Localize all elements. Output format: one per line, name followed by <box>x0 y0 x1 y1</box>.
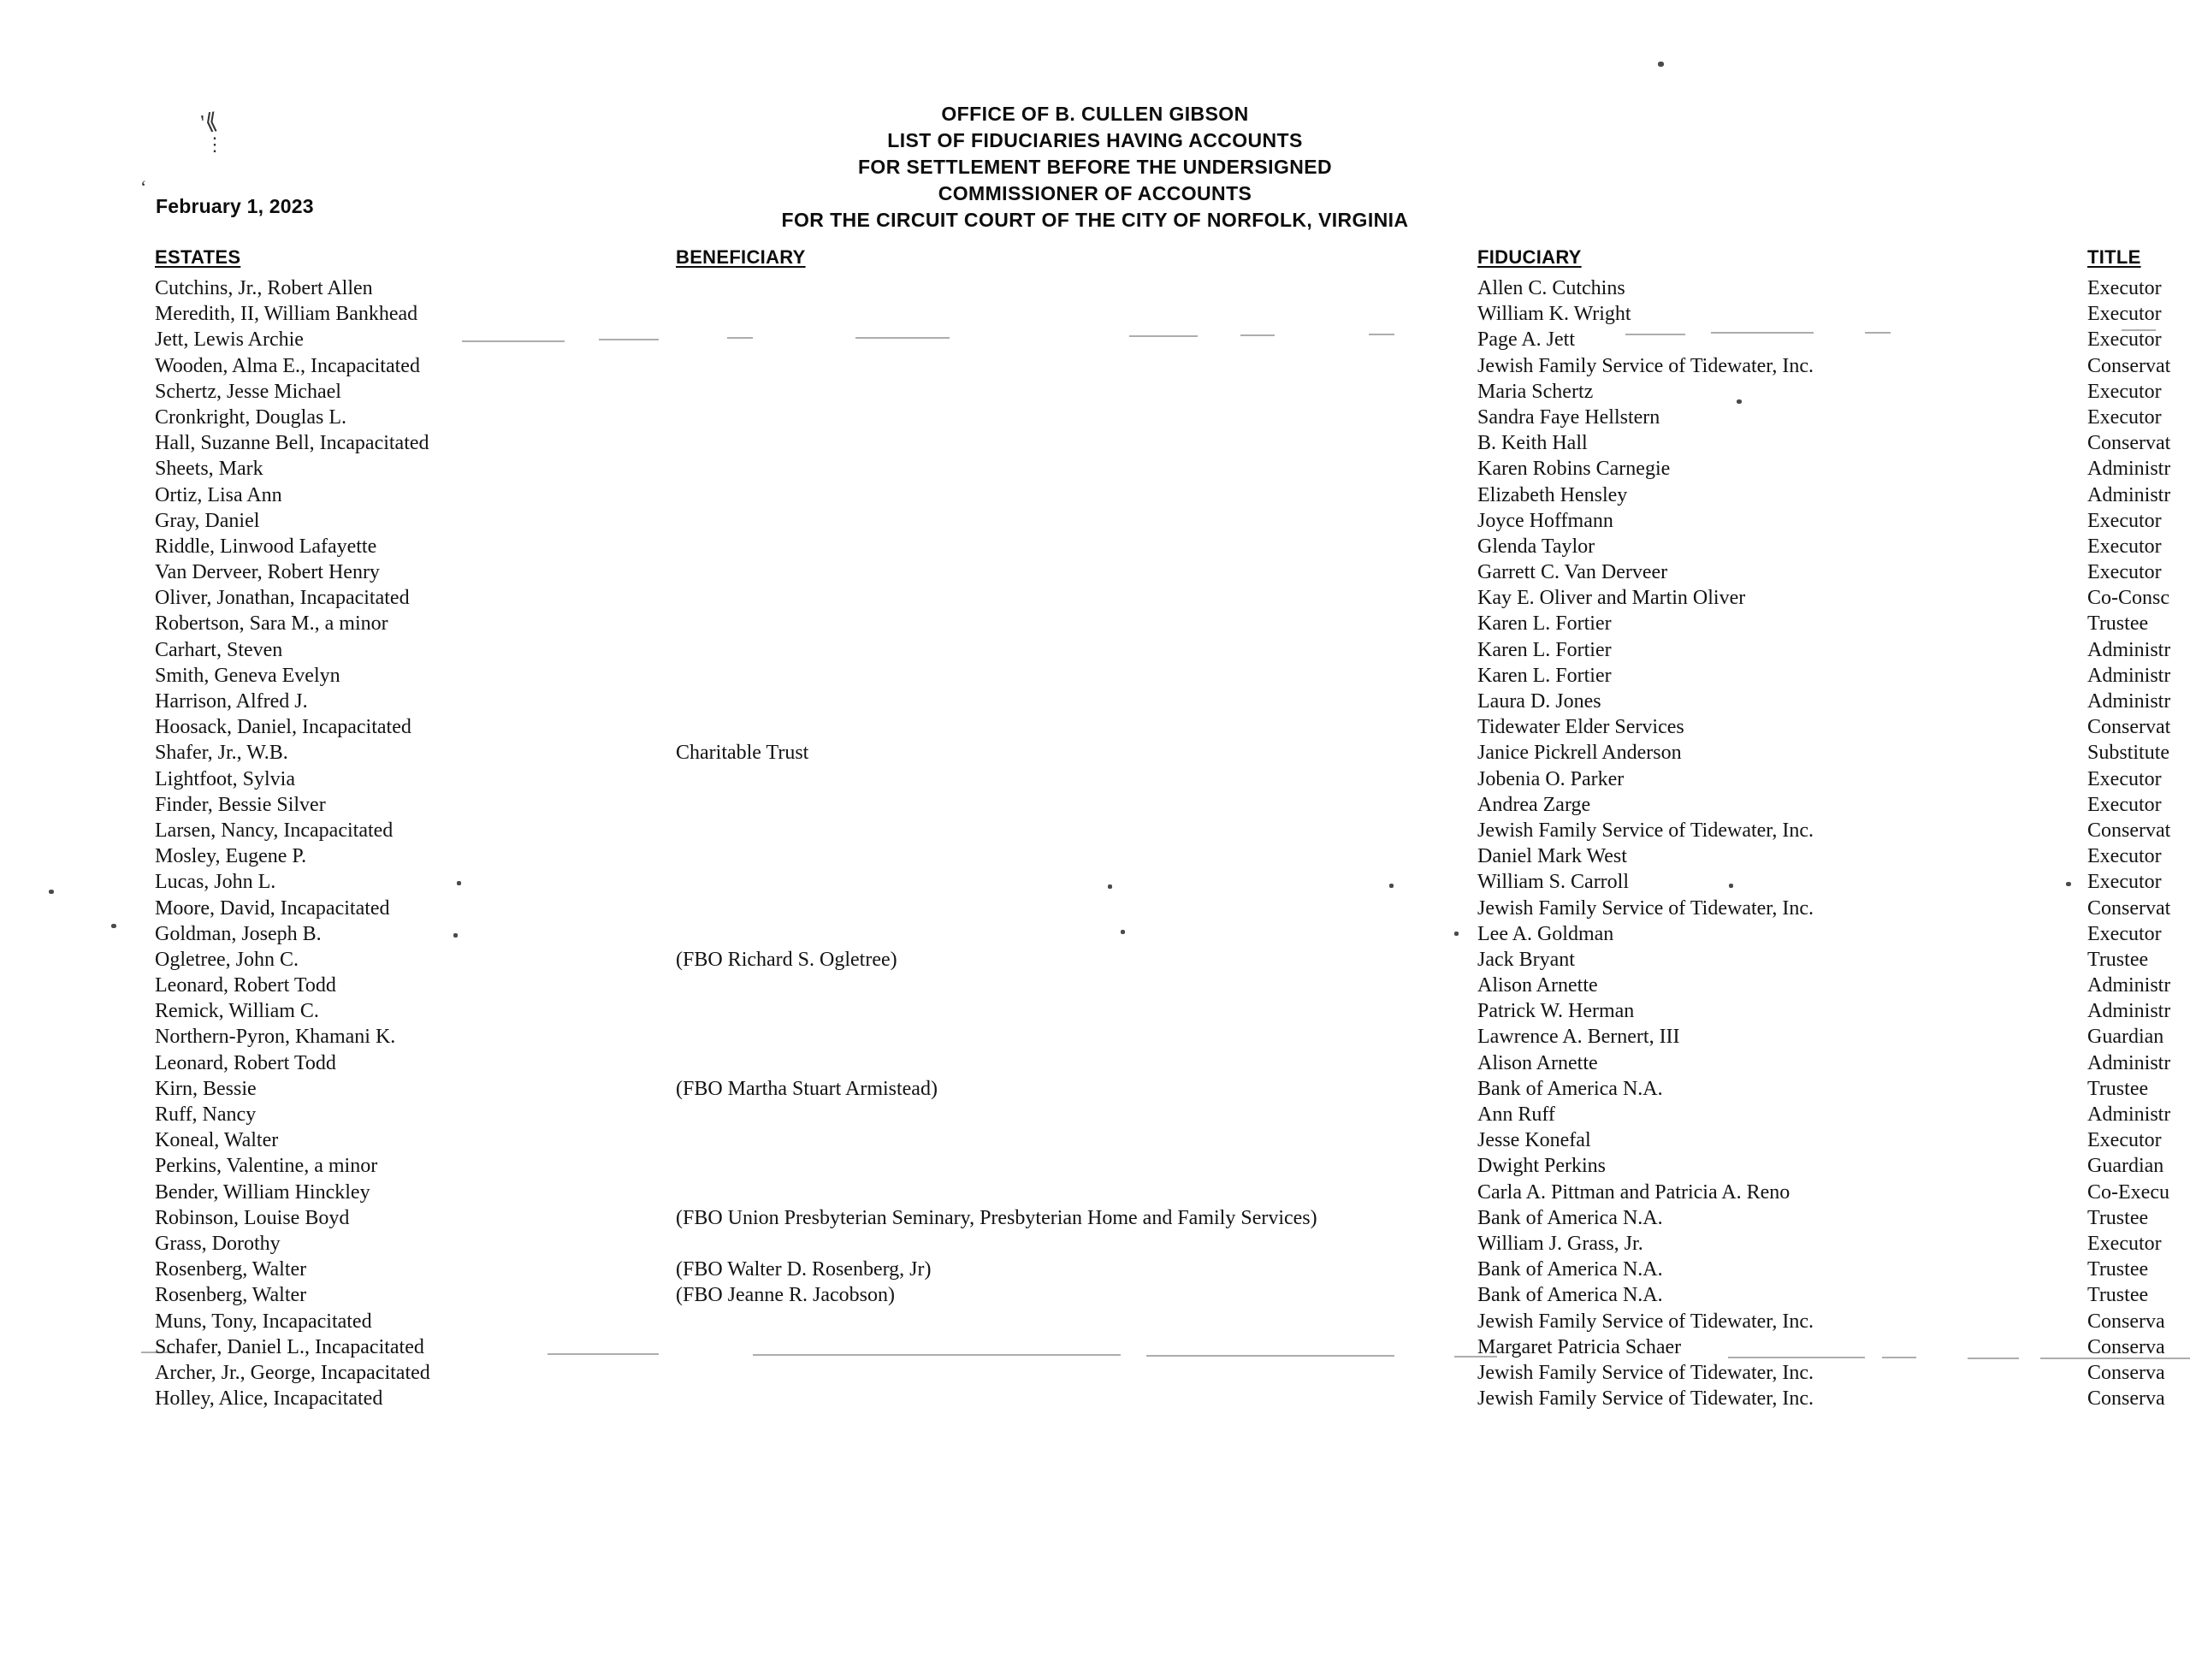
table-row <box>0 1257 2190 1282</box>
cell-fiduciary: Elizabeth Hensley <box>1477 483 1628 506</box>
cell-beneficiary: (FBO Walter D. Rosenberg, Jr) <box>676 1258 932 1281</box>
cell-title: Conservat <box>2087 819 2171 842</box>
cell-fiduciary: Lee A. Goldman <box>1477 922 1614 945</box>
cell-estate: Kirn, Bessie <box>155 1077 257 1100</box>
header-line-1: OFFICE OF B. CULLEN GIBSON <box>941 103 1249 125</box>
table-row <box>0 947 2190 973</box>
cell-title: Conservat <box>2087 354 2171 377</box>
cell-title: Executor <box>2087 845 2162 868</box>
cell-fiduciary: Andrea Zarge <box>1477 793 1591 816</box>
table-row <box>0 456 2190 482</box>
table-row <box>0 1127 2190 1153</box>
cell-estate: Perkins, Valentine, a minor <box>155 1155 378 1178</box>
cell-fiduciary: Glenda Taylor <box>1477 535 1595 558</box>
cell-fiduciary: Allen C. Cutchins <box>1477 277 1625 299</box>
cell-fiduciary: Ann Ruff <box>1477 1103 1555 1126</box>
table-row <box>0 1282 2190 1308</box>
table-row <box>0 843 2190 869</box>
cell-estate: Archer, Jr., George, Incapacitated <box>155 1361 430 1384</box>
cell-estate: Holley, Alice, Incapacitated <box>155 1387 383 1411</box>
cell-title: Trustee <box>2087 1077 2149 1100</box>
table-row <box>0 998 2190 1024</box>
cell-estate: Muns, Tony, Incapacitated <box>155 1310 372 1333</box>
cell-title: Executor <box>2087 509 2162 532</box>
cell-estate: Riddle, Linwood Lafayette <box>155 535 377 558</box>
cell-title: Administr <box>2087 1051 2171 1074</box>
cell-fiduciary: William S. Carroll <box>1477 871 1630 894</box>
cell-fiduciary: Karen L. Fortier <box>1477 638 1612 661</box>
cell-beneficiary: (FBO Jeanne R. Jacobson) <box>676 1284 895 1307</box>
table-row <box>0 405 2190 430</box>
cell-fiduciary: Dwight Perkins <box>1477 1155 1606 1178</box>
cell-estate: Lucas, John L. <box>155 871 276 894</box>
table-row <box>0 1334 2190 1360</box>
table-row <box>0 1180 2190 1205</box>
cell-estate: Harrison, Alfred J. <box>155 690 308 713</box>
cell-fiduciary: Margaret Patricia Schaer <box>1477 1335 1682 1358</box>
cell-title: Administr <box>2087 974 2171 997</box>
cell-estate: Schertz, Jesse Michael <box>155 380 341 403</box>
table-row <box>0 921 2190 947</box>
cell-fiduciary: Janice Pickrell Anderson <box>1477 742 1682 765</box>
cell-estate: Robertson, Sara M., a minor <box>155 612 388 636</box>
table-row <box>0 611 2190 636</box>
cell-fiduciary: Kay E. Oliver and Martin Oliver <box>1477 587 1746 610</box>
table-row <box>0 1153 2190 1179</box>
table-row <box>0 301 2190 327</box>
table-row <box>0 353 2190 379</box>
cell-estate: Grass, Dorothy <box>155 1232 281 1255</box>
table-body <box>0 275 2190 1411</box>
cell-estate: Rosenberg, Walter <box>155 1284 307 1307</box>
cell-estate: Smith, Geneva Evelyn <box>155 664 340 687</box>
table-row <box>0 430 2190 456</box>
cell-title: Executor <box>2087 922 2162 945</box>
table-row <box>0 1102 2190 1127</box>
cell-title: Guardian <box>2087 1026 2164 1049</box>
cell-fiduciary: William K. Wright <box>1477 303 1631 326</box>
cell-estate: Leonard, Robert Todd <box>155 974 336 997</box>
table-row <box>0 637 2190 663</box>
table-row <box>0 1050 2190 1076</box>
cell-title: Trustee <box>2087 612 2149 636</box>
scan-speck <box>1658 62 1664 67</box>
cell-estate: Cutchins, Jr., Robert Allen <box>155 277 373 299</box>
cell-title: Trustee <box>2087 1206 2149 1229</box>
cell-fiduciary: Patrick W. Herman <box>1477 1000 1635 1023</box>
cell-title: Administr <box>2087 1000 2171 1023</box>
cell-fiduciary: Jewish Family Service of Tidewater, Inc. <box>1477 354 1814 377</box>
table-row <box>0 792 2190 818</box>
cell-fiduciary: Joyce Hoffmann <box>1477 509 1613 532</box>
cell-title: Trustee <box>2087 1258 2149 1281</box>
column-header-estates: ESTATES <box>155 246 241 268</box>
cell-fiduciary: Alison Arnette <box>1477 1051 1598 1074</box>
cell-fiduciary: Daniel Mark West <box>1477 845 1627 868</box>
cell-title: Conservat <box>2087 716 2171 739</box>
cell-fiduciary: Jewish Family Service of Tidewater, Inc. <box>1477 819 1814 842</box>
cell-estate: Koneal, Walter <box>155 1129 279 1152</box>
cell-beneficiary: (FBO Union Presbyterian Seminary, Presbyterian Home and Family Services) <box>676 1206 1317 1229</box>
cell-fiduciary: Jewish Family Service of Tidewater, Inc. <box>1477 1361 1814 1384</box>
table-row <box>0 585 2190 611</box>
table-row <box>0 740 2190 766</box>
header-line-2: LIST OF FIDUCIARIES HAVING ACCOUNTS <box>887 129 1303 151</box>
cell-estate: Remick, William C. <box>155 1000 319 1023</box>
cell-estate: Bender, William Hinckley <box>155 1180 370 1204</box>
table-row <box>0 327 2190 352</box>
cell-title: Executor <box>2087 1232 2162 1255</box>
cell-estate: Sheets, Mark <box>155 458 263 481</box>
cell-fiduciary: Bank of America N.A. <box>1477 1258 1663 1281</box>
cell-title: Trustee <box>2087 1284 2149 1307</box>
table-row <box>0 559 2190 585</box>
cell-fiduciary: Jesse Konefal <box>1477 1129 1591 1152</box>
cell-estate: Northern-Pyron, Khamani K. <box>155 1026 396 1049</box>
header-line-5: FOR THE CIRCUIT COURT OF THE CITY OF NORFOLK, VIRGINIA <box>781 209 1409 231</box>
table-row <box>0 379 2190 405</box>
table-row <box>0 275 2190 301</box>
cell-title: Conserva <box>2087 1310 2165 1333</box>
cell-fiduciary: Maria Schertz <box>1477 380 1594 403</box>
cell-fiduciary: Jack Bryant <box>1477 948 1575 971</box>
table-row <box>0 1231 2190 1257</box>
cell-fiduciary: Jewish Family Service of Tidewater, Inc. <box>1477 1387 1814 1411</box>
table-row <box>0 1024 2190 1050</box>
cell-estate: Moore, David, Incapacitated <box>155 896 390 920</box>
cell-beneficiary: (FBO Martha Stuart Armistead) <box>676 1077 938 1100</box>
cell-title: Executor <box>2087 561 2162 584</box>
table-row <box>0 896 2190 921</box>
cell-estate: Hoosack, Daniel, Incapacitated <box>155 716 411 739</box>
cell-title: Co-Execu <box>2087 1180 2169 1204</box>
cell-title: Executor <box>2087 535 2162 558</box>
cell-estate: Finder, Bessie Silver <box>155 793 326 816</box>
scan-artifact-mark: ‘ <box>140 176 147 198</box>
column-header-beneficiary: BENEFICIARY <box>676 246 806 268</box>
table-row <box>0 1076 2190 1102</box>
cell-title: Conserva <box>2087 1361 2165 1384</box>
cell-title: Substitute <box>2087 742 2170 765</box>
cell-title: Trustee <box>2087 948 2149 971</box>
cell-title: Administr <box>2087 664 2171 687</box>
table-row <box>0 1309 2190 1334</box>
cell-estate: Ruff, Nancy <box>155 1103 257 1126</box>
table-row <box>0 818 2190 843</box>
cell-estate: Hall, Suzanne Bell, Incapacitated <box>155 432 429 455</box>
document-date: February 1, 2023 <box>156 195 314 217</box>
cell-fiduciary: Jewish Family Service of Tidewater, Inc. <box>1477 896 1814 920</box>
cell-title: Administr <box>2087 458 2171 481</box>
cell-fiduciary: Alison Arnette <box>1477 974 1598 997</box>
cell-title: Executor <box>2087 277 2162 299</box>
cell-fiduciary: Laura D. Jones <box>1477 690 1601 713</box>
cell-fiduciary: Karen L. Fortier <box>1477 612 1612 636</box>
cell-title: Administr <box>2087 483 2171 506</box>
cell-title: Conserva <box>2087 1335 2165 1358</box>
table-row <box>0 508 2190 534</box>
cell-title: Administr <box>2087 638 2171 661</box>
table-row <box>0 714 2190 740</box>
cell-beneficiary: Charitable Trust <box>676 742 809 765</box>
cell-estate: Oliver, Jonathan, Incapacitated <box>155 587 410 610</box>
cell-fiduciary: Garrett C. Van Derveer <box>1477 561 1668 584</box>
cell-title: Executor <box>2087 793 2162 816</box>
cell-title: Administr <box>2087 1103 2171 1126</box>
cell-title: Executor <box>2087 767 2162 790</box>
cell-estate: Goldman, Joseph B. <box>155 922 322 945</box>
cell-fiduciary: Bank of America N.A. <box>1477 1284 1663 1307</box>
cell-estate: Leonard, Robert Todd <box>155 1051 336 1074</box>
header-line-4: COMMISSIONER OF ACCOUNTS <box>938 182 1252 204</box>
cell-title: Conserva <box>2087 1387 2165 1411</box>
cell-estate: Cronkright, Douglas L. <box>155 405 346 429</box>
cell-fiduciary: Bank of America N.A. <box>1477 1206 1663 1229</box>
cell-fiduciary: William J. Grass, Jr. <box>1477 1232 1643 1255</box>
cell-estate: Lightfoot, Sylvia <box>155 767 295 790</box>
table-row <box>0 973 2190 998</box>
cell-estate: Rosenberg, Walter <box>155 1258 307 1281</box>
cell-title: Executor <box>2087 871 2162 894</box>
cell-fiduciary: Tidewater Elder Services <box>1477 716 1684 739</box>
cell-estate: Wooden, Alma E., Incapacitated <box>155 354 420 377</box>
table-row <box>0 689 2190 714</box>
cell-title: Executor <box>2087 303 2162 326</box>
table-row <box>0 1360 2190 1386</box>
cell-estate: Shafer, Jr., W.B. <box>155 742 288 765</box>
cell-title: Executor <box>2087 328 2162 352</box>
column-header-title: TITLE <box>2087 246 2141 268</box>
cell-title: Conservat <box>2087 896 2171 920</box>
table-row <box>0 869 2190 895</box>
column-header-fiduciary: FIDUCIARY <box>1477 246 1582 268</box>
cell-title: Executor <box>2087 380 2162 403</box>
cell-fiduciary: Sandra Faye Hellstern <box>1477 405 1660 429</box>
cell-fiduciary: Karen Robins Carnegie <box>1477 458 1671 481</box>
cell-title: Guardian <box>2087 1155 2164 1178</box>
document-header <box>0 101 2190 234</box>
cell-estate: Schafer, Daniel L., Incapacitated <box>155 1335 424 1358</box>
cell-beneficiary: (FBO Richard S. Ogletree) <box>676 948 897 971</box>
header-line-3: FOR SETTLEMENT BEFORE THE UNDERSIGNED <box>857 156 1333 178</box>
cell-estate: Ortiz, Lisa Ann <box>155 483 282 506</box>
cell-fiduciary: Bank of America N.A. <box>1477 1077 1663 1100</box>
cell-title: Conservat <box>2087 432 2171 455</box>
table-row <box>0 1205 2190 1231</box>
cell-fiduciary: Carla A. Pittman and Patricia A. Reno <box>1477 1180 1790 1204</box>
cell-estate: Mosley, Eugene P. <box>155 845 307 868</box>
cell-fiduciary: Jewish Family Service of Tidewater, Inc. <box>1477 1310 1814 1333</box>
cell-title: Executor <box>2087 1129 2162 1152</box>
scan-artifact-mark: '⟪ <box>199 108 220 136</box>
table-row <box>0 534 2190 559</box>
table-row <box>0 1386 2190 1411</box>
cell-estate: Gray, Daniel <box>155 509 260 532</box>
cell-fiduciary: Page A. Jett <box>1477 328 1575 352</box>
cell-estate: Carhart, Steven <box>155 638 283 661</box>
cell-fiduciary: Karen L. Fortier <box>1477 664 1612 687</box>
cell-estate: Robinson, Louise Boyd <box>155 1206 350 1229</box>
cell-fiduciary: B. Keith Hall <box>1477 432 1588 455</box>
cell-estate: Larsen, Nancy, Incapacitated <box>155 819 394 842</box>
table-row <box>0 766 2190 792</box>
cell-estate: Jett, Lewis Archie <box>155 328 304 352</box>
cell-title: Administr <box>2087 690 2171 713</box>
cell-estate: Ogletree, John C. <box>155 948 299 971</box>
cell-title: Co-Consc <box>2087 587 2169 610</box>
cell-estate: Meredith, II, William Bankhead <box>155 303 418 326</box>
cell-estate: Van Derveer, Robert Henry <box>155 561 380 584</box>
table-row <box>0 482 2190 508</box>
cell-fiduciary: Jobenia O. Parker <box>1477 767 1625 790</box>
scan-artifact-mark: ⋮ <box>205 133 224 155</box>
cell-title: Executor <box>2087 405 2162 429</box>
table-row <box>0 663 2190 689</box>
cell-fiduciary: Lawrence A. Bernert, III <box>1477 1026 1680 1049</box>
